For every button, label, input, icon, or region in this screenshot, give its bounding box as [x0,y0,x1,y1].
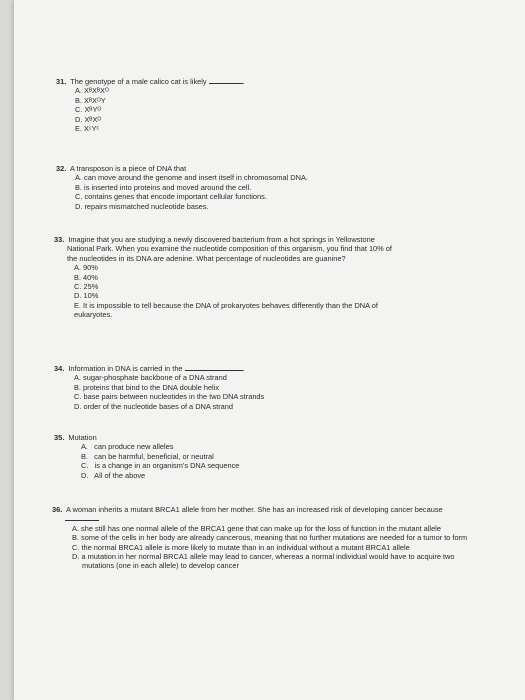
question-stem: A woman inherits a mutant BRCA1 allele from her mother. She has an increased risk of developing cancer because [65,505,443,514]
question-number: 34. [54,364,65,373]
option-a: A. sugar-phosphate backbone of a DNA strand [74,373,227,383]
option-d: D. XᴮXᴼ [75,114,102,124]
option-b: B. is inserted into proteins and moved around the cell. [75,182,252,192]
option-d: D. 10% [74,291,99,301]
option-list [54,373,374,411]
option-d: D. order of the nucleotide bases of a DNA strand [74,401,234,411]
option-b: B. 40% [74,272,98,282]
answer-blank [209,77,243,84]
question-stem: Information in DNA is carried in the [68,364,183,373]
option-a: A. can move around the genome and insert itself in chromosomal DNA. [75,173,308,183]
option-d: D. repairs mismatched nucleotide bases. [75,201,209,211]
option-c: C. base pairs between nucleotides in the two DNA strands [74,392,265,402]
option-a: A. she still has one normal allele of the BRCA1 gene that can make up for the loss of function in the mutant allele [72,523,441,533]
option-list [54,442,354,480]
option-list [56,173,416,211]
answer-blank [185,364,243,371]
question-31: 31. The genotype of a male calico cat is likely . A. XᴮXᴮXᴼ B. XᴮXᴼY C. XᴮYᴼ D. XᴮXᴼ E. XᶜYᶜ [56,77,356,133]
worksheet-page [14,0,525,700]
question-32 [56,164,416,211]
option-c: C. is a change in an organism's DNA sequence [81,461,240,471]
option-list [54,263,399,319]
question-33 [54,235,399,320]
question-36 [52,505,477,571]
option-list [56,86,356,133]
question-stem: A transposon is a piece of DNA that [69,164,187,173]
question-number: 31. [56,77,67,86]
question-number: 35. [54,433,65,442]
option-b: B. proteins that bind to the DNA double helix [74,382,220,392]
question-number: 36. [52,505,63,514]
option-a: A. 90% [74,263,98,273]
question-stem: Mutation [68,433,97,442]
question-35 [54,433,354,480]
question-number: 32. [56,164,67,173]
answer-blank [65,514,99,521]
option-b: B. can be harmful, beneficial, or neutral [81,451,214,461]
option-c: C. contains genes that encode important cellular functions. [75,192,267,202]
option-d: D. a mutation in her normal BRCA1 allele may lead to cancer, whereas a normal individual would have to acquire two mutations (one in each allele) to develop cancer [72,552,455,571]
option-a: A. can produce new alleles [81,442,174,452]
option-c: C. the normal BRCA1 allele is more likely to mutate than in an individual without a mutant BRCA1 allele [72,542,410,552]
option-b: B. XᴮXᴼY [75,95,106,105]
option-c: C. 25% [74,282,99,292]
question-34: 34. Information in DNA is carried in the . A. sugar-phosphate backbone of a DNA strand B. proteins that bind to the DNA double helix C. base pairs between nucleotides in the two DNA strands D. order of the nucleotide bases of a DNA strand [54,364,374,411]
option-d: D. All of the above [81,470,146,480]
question-number: 33. [54,235,65,244]
option-c: C. XᴮYᴼ [75,105,102,115]
option-e: E. It is impossible to tell because the DNA of prokaryotes behaves differently than the DNA of eukaryotes. [74,300,378,320]
option-e: E. XᶜYᶜ [75,124,100,134]
question-stem: Imagine that you are studying a newly discovered bacterium from a hot springs in Yellowstone National Park. When you examine the nucleotide composition of this organism, you find that 10% of the nucleotides in its DNA are adenine. What percentage of nucleotides are guanine? [67,235,392,263]
question-stem: The genotype of a male calico cat is likely [70,77,207,86]
option-a: A. XᴮXᴮXᴼ [75,86,109,96]
option-list [52,524,472,571]
option-b: B. some of the cells in her body are already cancerous, meaning that no further mutations are needed for a tumor to form [72,533,468,543]
